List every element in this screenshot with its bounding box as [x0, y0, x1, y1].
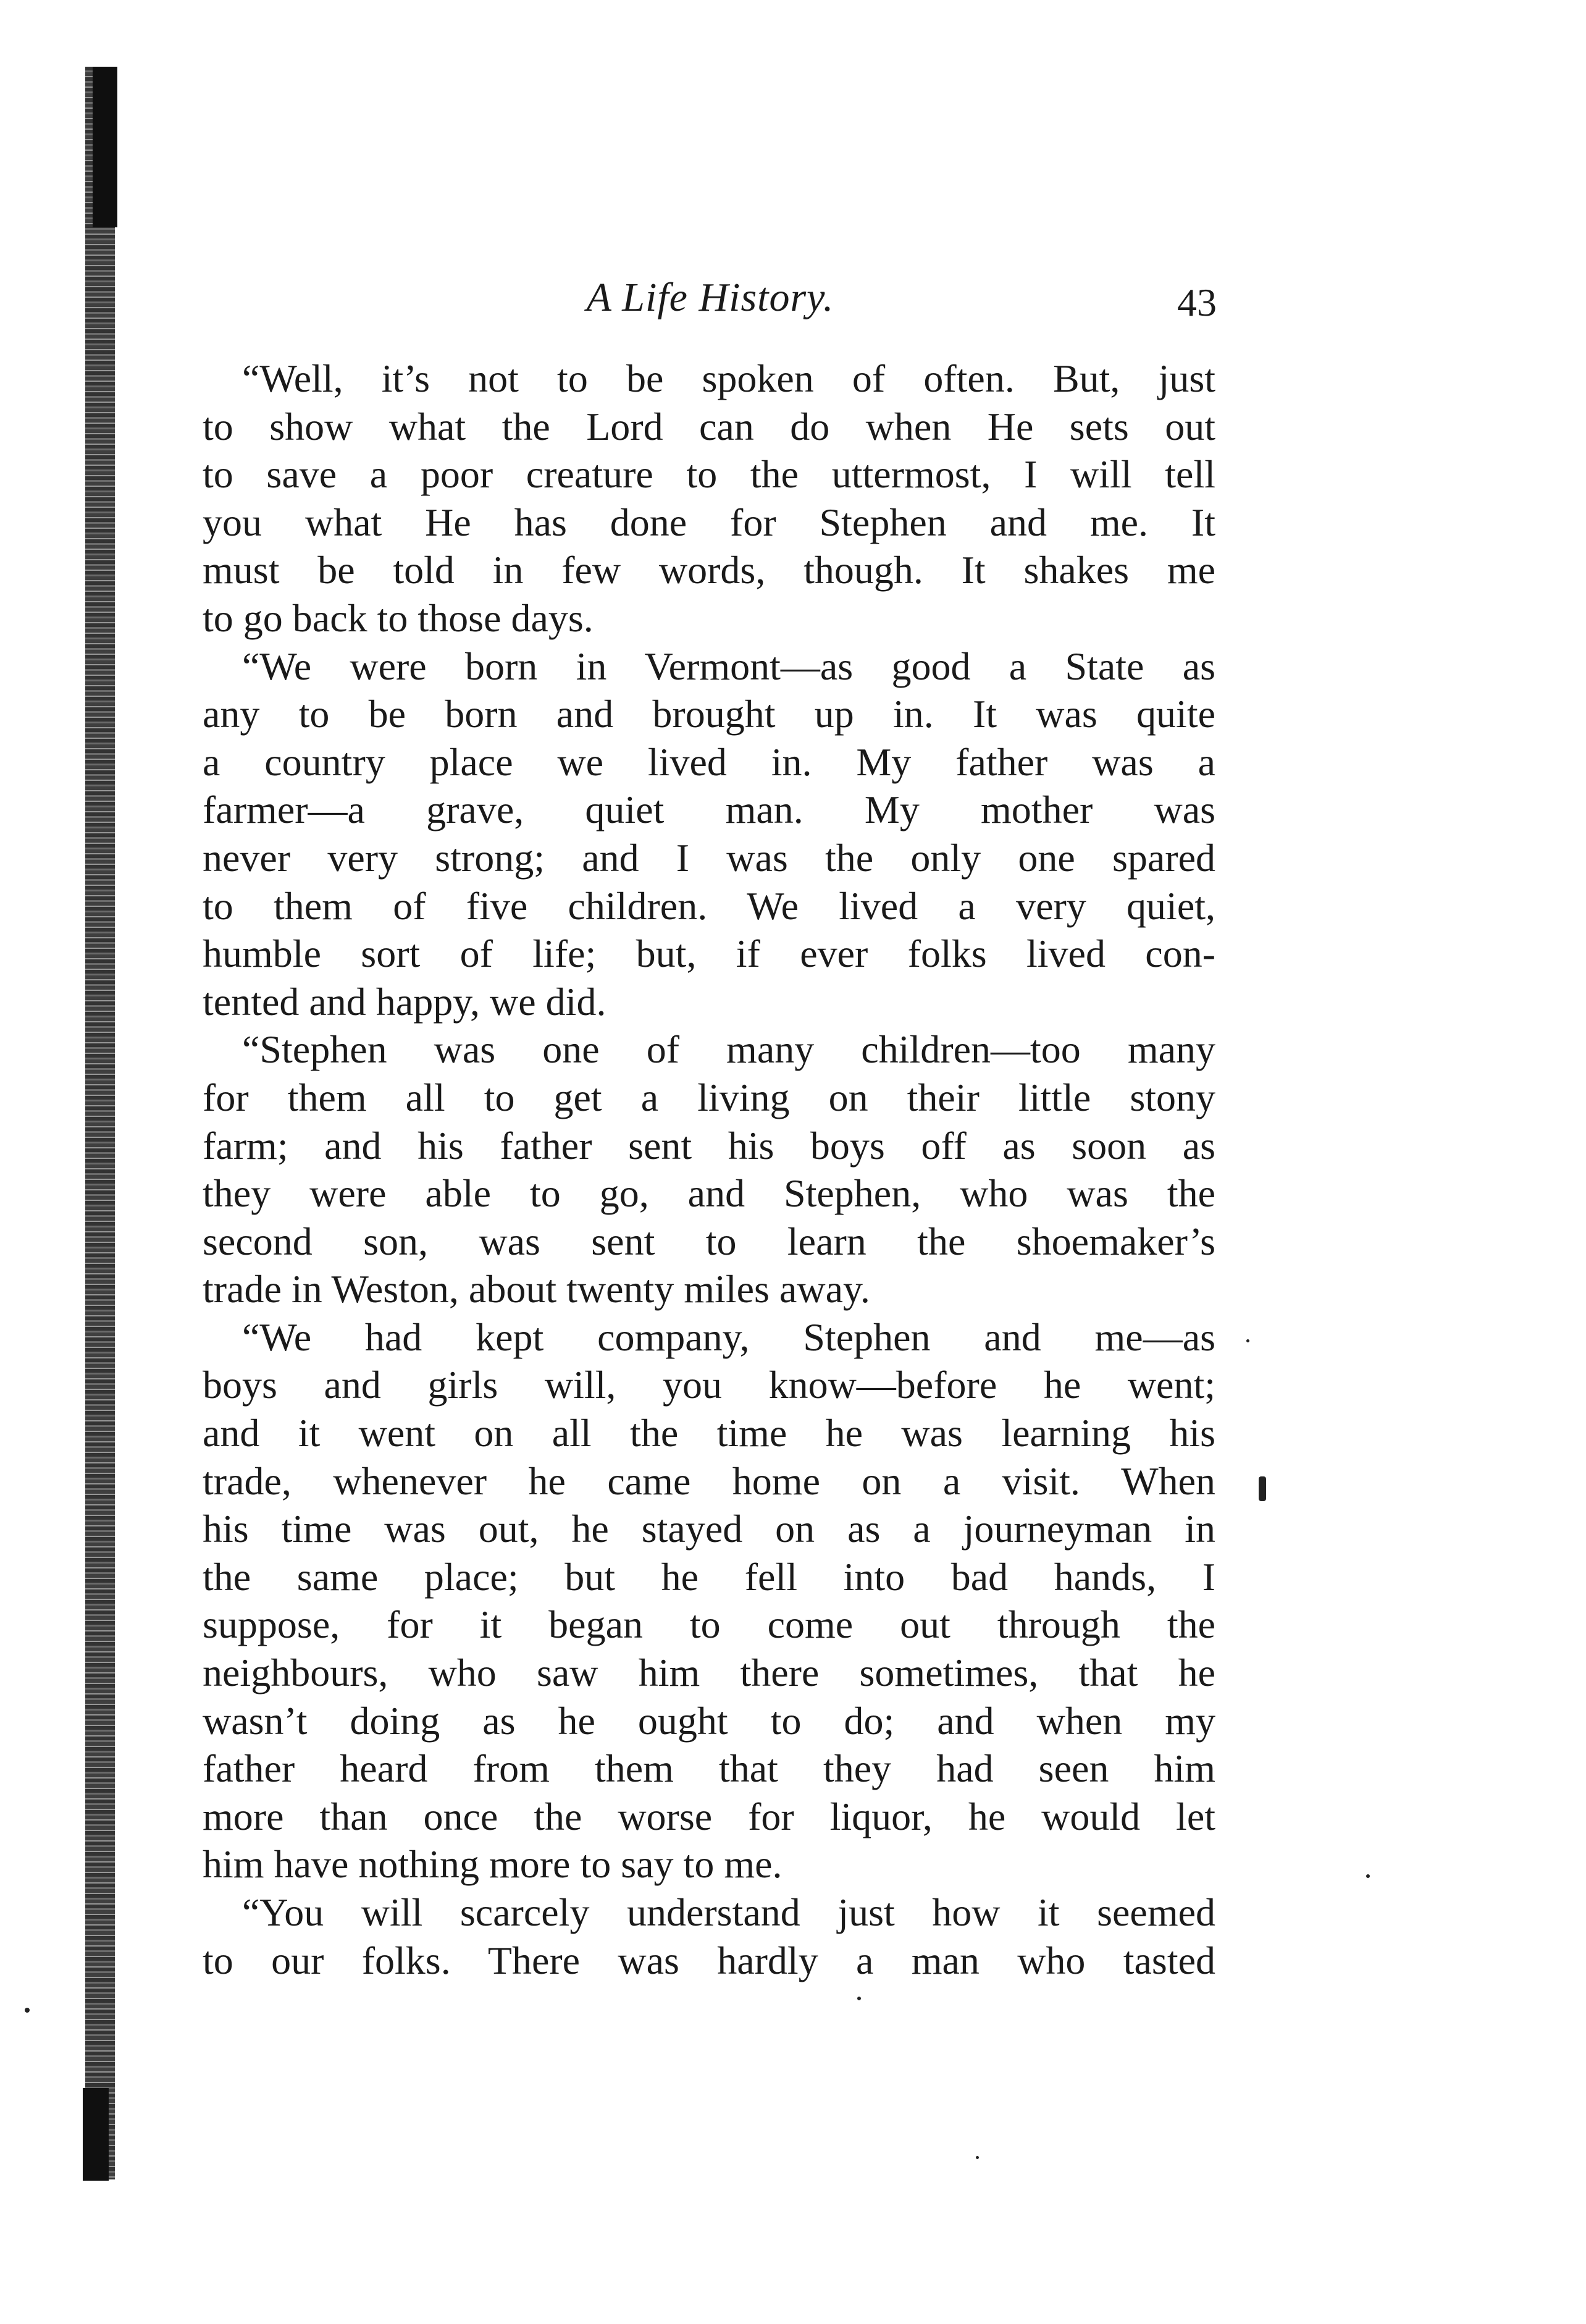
paragraph [203, 1025, 1215, 1313]
text-line: a country place we lived in. My father was a [203, 739, 1215, 784]
text-line: the same place; but he fell into bad hands, I [203, 1554, 1215, 1599]
text-line: second son, was sent to learn the shoemaker’s [203, 1219, 1215, 1263]
text-line: for them all to get a living on their little stony [203, 1075, 1215, 1119]
text-line: to them of five children. We lived a very quiet, [203, 883, 1215, 928]
running-title: A Life History. [586, 275, 834, 320]
text-line: you what He has done for Stephen and me. It [203, 500, 1215, 544]
scan-speck [1259, 1476, 1266, 1501]
text-line: “Well, it’s not to be spoken of often. But, just [242, 356, 1215, 400]
text-line: “We were born in Vermont—as good a State as [242, 644, 1215, 688]
scan-speck [1246, 1339, 1249, 1342]
text-line: and it went on all the time he was learning his [203, 1411, 1215, 1455]
text-line: wasn’t doing as he ought to do; and when my [203, 1698, 1215, 1743]
scan-speck [1366, 1874, 1370, 1878]
text-line: to save a poor creature to the uttermost, I will tell [203, 452, 1215, 497]
text-line: trade, whenever he came home on a visit. When [203, 1459, 1215, 1503]
text-line: they were able to go, and Stephen, who was the [203, 1171, 1215, 1216]
text-line: farm; and his father sent his boys off as soon as [203, 1123, 1215, 1168]
scanned-binding-edge [85, 67, 115, 2179]
text-line: boys and girls will, you know—before he went; [203, 1363, 1215, 1407]
scanned-binding-shadow-bottom [83, 2088, 109, 2181]
text-line: to go back to those days. [203, 596, 594, 640]
paragraph [203, 1313, 1215, 1888]
text-line: never very strong; and I was the only one spared [203, 835, 1215, 880]
scan-speck [857, 1997, 861, 2000]
text-line: farmer—a grave, quiet man. My mother was [203, 788, 1215, 832]
text-line: humble sort of life; but, if ever folks lived con- [203, 932, 1215, 976]
text-line: “Stephen was one of many children—too many [242, 1027, 1215, 1072]
page-number: 43 [1177, 280, 1217, 324]
text-line: neighbours, who saw him there sometimes, that he [203, 1651, 1215, 1695]
paragraph [203, 642, 1215, 1026]
text-line: “You will scarcely understand just how it seemed [242, 1890, 1215, 1934]
text-line: father heard from them that they had seen him [203, 1746, 1215, 1791]
text-line: his time was out, he stayed on as a journeyman in [203, 1507, 1215, 1551]
running-head [204, 267, 1217, 329]
text-line: to our folks. There was hardly a man who tasted [203, 1938, 1215, 1982]
text-line: tented and happy, we did. [203, 979, 606, 1024]
paragraph [203, 355, 1215, 642]
text-line: any to be born and brought up in. It was quite [203, 692, 1215, 736]
text-line: more than once the worse for liquor, he would let [203, 1794, 1215, 1838]
text-line: him have nothing more to say to me. [203, 1842, 783, 1887]
text-line: must be told in few words, though. It shakes me [203, 548, 1215, 592]
scan-speck [25, 2008, 30, 2013]
text-line: “We had kept company, Stephen and me—as [242, 1315, 1215, 1359]
scanned-binding-shadow-top [93, 67, 117, 227]
text-line: trade in Weston, about twenty miles away. [203, 1267, 870, 1311]
body-text [203, 355, 1215, 1984]
scan-speck [976, 2156, 979, 2159]
text-line: suppose, for it began to come out through the [203, 1602, 1215, 1647]
paragraph [203, 1888, 1215, 1984]
text-line: to show what the Lord can do when He sets out [203, 404, 1215, 448]
